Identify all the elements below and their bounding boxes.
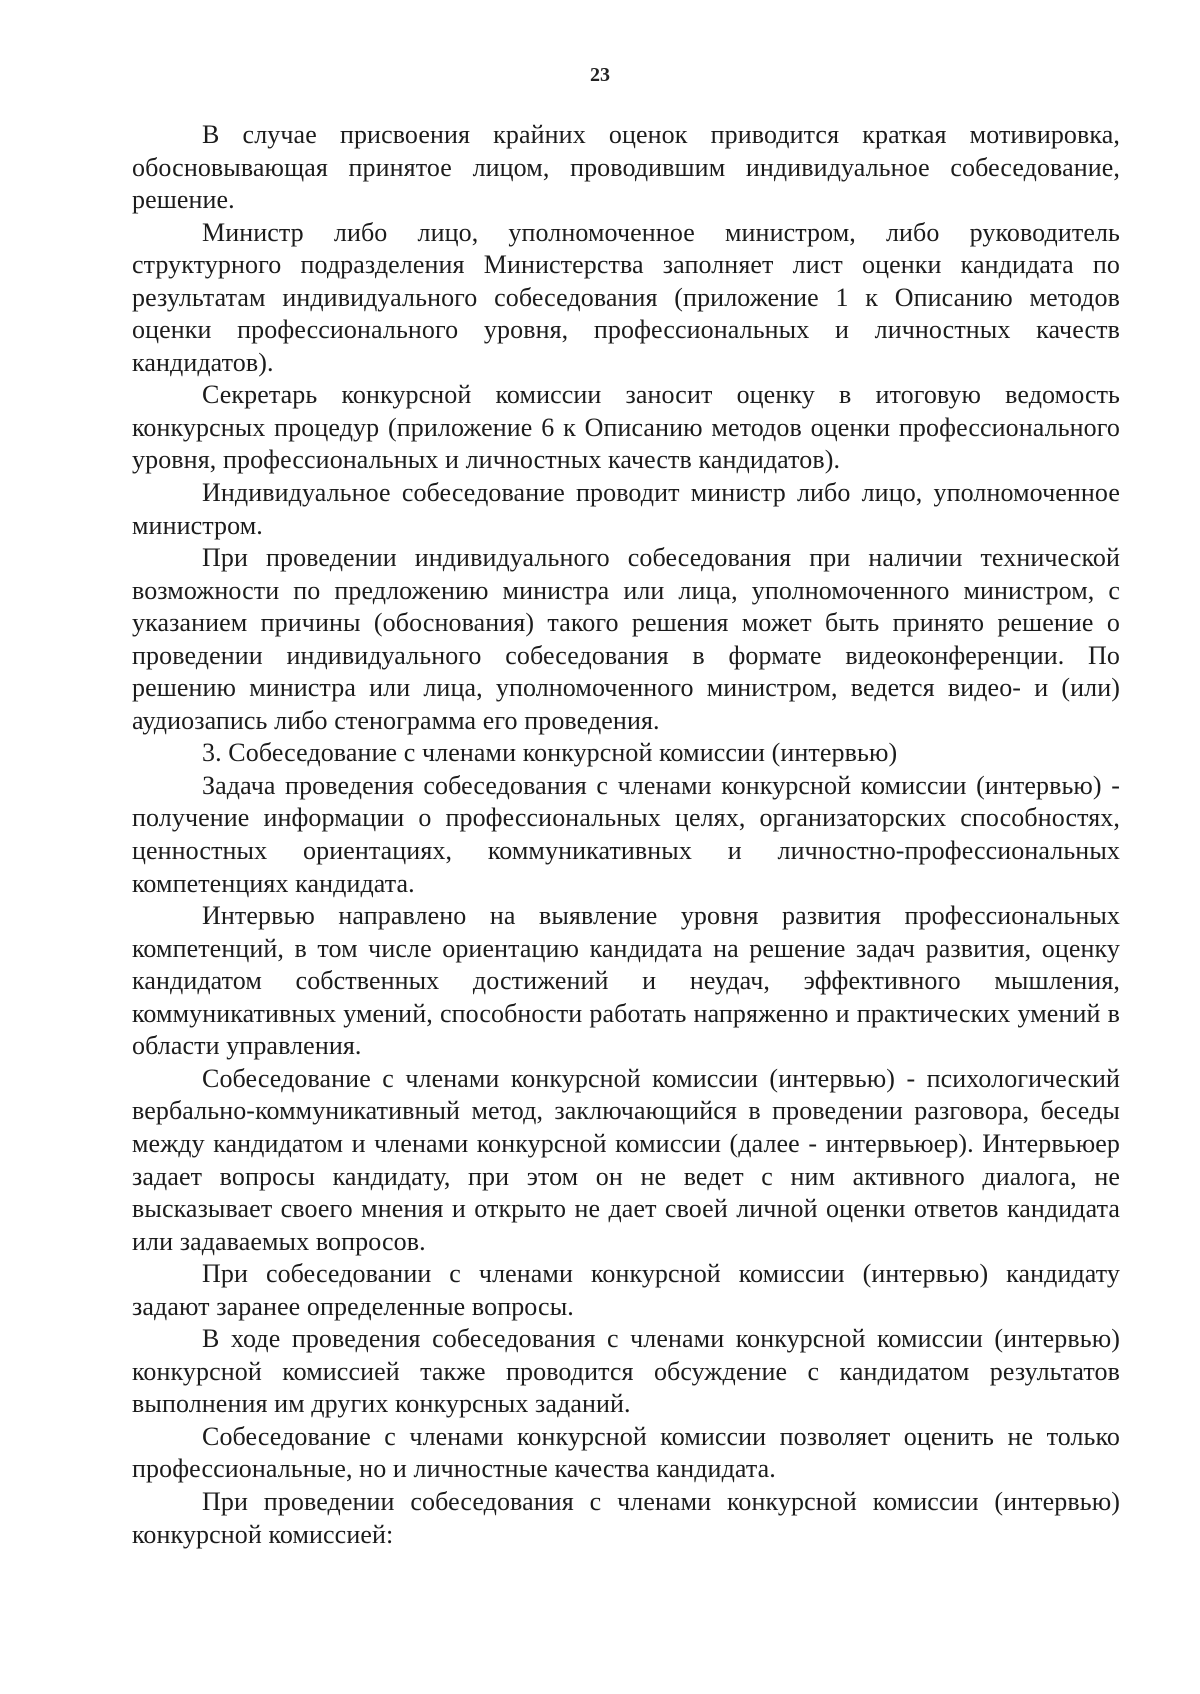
page-number: 23	[590, 64, 610, 86]
paragraph: При проведении индивидуального собеседования при наличии технической возможности по предложению министра или лица, уполномоченного министром, с указанием причины (обоснования) такого решения может быть принято решение о проведении индивидуального собеседования в формате видеоконференции. По решению министра или лица, уполномоченного министром, ведется видео- и (или) аудиозапись либо стенограмма его проведения.	[132, 543, 1120, 735]
paragraph: При проведении собеседования с членами конкурсной комиссии (интервью) конкурсной комиссией:	[132, 1486, 1120, 1549]
paragraph: Секретарь конкурсной комиссии заносит оценку в итоговую ведомость конкурсных процедур (приложение 6 к Описанию методов оценки профессионального уровня, профессиональных и личностных качеств кандидатов).	[132, 380, 1120, 475]
document-body	[132, 119, 1120, 1551]
paragraph: В ходе проведения собеседования с членами конкурсной комиссии (интервью) конкурсной комиссией также проводится обсуждение с кандидатом результатов выполнения им других конкурсных заданий.	[132, 1324, 1120, 1419]
paragraph: Министр либо лицо, уполномоченное министром, либо руководитель структурного подразделения Министерства заполняет лист оценки кандидата по результатам индивидуального собеседования (приложение 1 к Описанию методов оценки профессионального уровня, профессиональных и личностных качеств кандидатов).	[132, 217, 1120, 377]
paragraph: Собеседование с членами конкурсной комиссии (интервью) - психологический вербально-коммуникативный метод, заключающийся в проведении разговора, беседы между кандидатом и членами конкурсной комиссии (далее - интервьюер). Интервьюер задает вопросы кандидату, при этом он не ведет с ним активного диалога, не высказывает своего мнения и открыто не дает своей личной оценки ответов кандидата или задаваемых вопросов.	[132, 1063, 1120, 1256]
paragraph: Задача проведения собеседования с членами конкурсной комиссии (интервью) - получение информации о профессиональных целях, организаторских способностях, ценностных ориентациях, коммуникативных и личностно-профессиональных компетенциях кандидата.	[132, 770, 1120, 898]
paragraph: При собеседовании с членами конкурсной комиссии (интервью) кандидату задают заранее определенные вопросы.	[132, 1259, 1120, 1321]
paragraph: Интервью направлено на выявление уровня развития профессиональных компетенций, в том числе ориентацию кандидата на решение задач развития, оценку кандидатом собственных достижений и неудач, эффективного мышления, коммуникативных умений, способности работать напряженно и практических умений в области управления.	[132, 901, 1120, 1061]
paragraph: Индивидуальное собеседование проводит министр либо лицо, уполномоченное министром.	[132, 478, 1120, 540]
section-heading: 3. Собеседование с членами конкурсной комиссии (интервью)	[202, 738, 898, 768]
paragraph: Собеседование с членами конкурсной комиссии позволяет оценить не только профессиональные, но и личностные качества кандидата.	[132, 1421, 1120, 1484]
paragraph: В случае присвоения крайних оценок приводится краткая мотивировка, обосновывающая принятое лицом, проводившим индивидуальное собеседование, решение.	[132, 120, 1120, 215]
